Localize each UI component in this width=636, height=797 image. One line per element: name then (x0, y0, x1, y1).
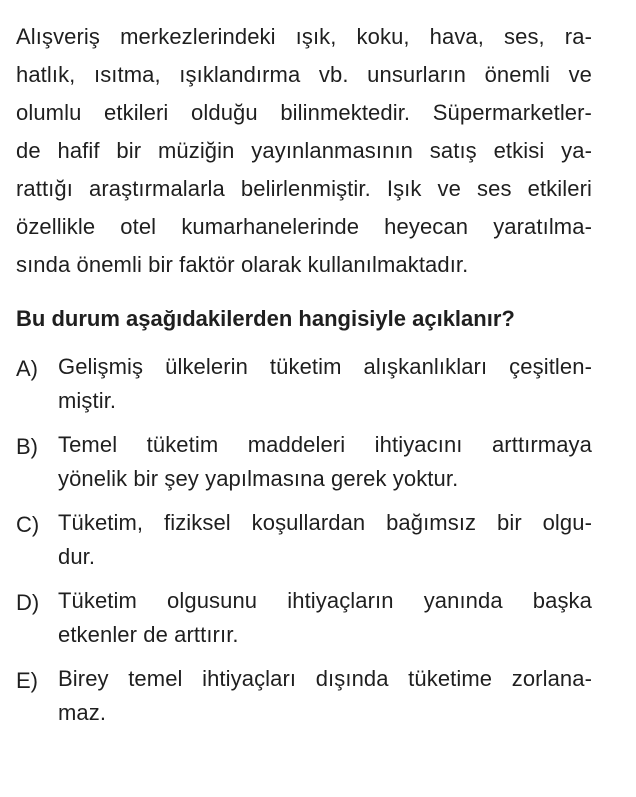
option-text-line: miştir. (58, 388, 117, 413)
option-letter: B) (16, 434, 38, 459)
passage-line: rattığı araştırmalarla belirlenmiştir. Işık ve ses etkileri (16, 176, 592, 201)
option-text-line: dur. (58, 544, 96, 569)
option-e[interactable] (16, 662, 592, 730)
option-a[interactable] (16, 350, 592, 418)
option-c[interactable] (16, 506, 592, 574)
option-text-line: yönelik bir şey yapılmasına gerek yoktur. (58, 466, 459, 491)
passage-line: özellikle otel kumarhanelerinde heyecan yaratılma- (16, 214, 592, 239)
option-text-line: maz. (58, 700, 107, 725)
option-text-line: Gelişmiş ülkelerin tüketim alışkanlıkları çeşitlen- (58, 354, 592, 379)
option-text-line: etkenler de arttırır. (58, 622, 239, 647)
passage-line: Alışveriş merkezlerindeki ışık, koku, hava, ses, ra- (16, 24, 592, 49)
passage-line: hatlık, ısıtma, ışıklandırma vb. unsurların önemli ve (16, 62, 592, 87)
passage (16, 18, 592, 284)
passage-line: olumlu etkileri olduğu bilinmektedir. Süpermarketler- (16, 100, 592, 125)
option-letter: E) (16, 668, 38, 693)
option-b[interactable] (16, 428, 592, 496)
option-d[interactable] (16, 584, 592, 652)
option-text-line: Tüketim, fiziksel koşullardan bağımsız bir olgu- (58, 510, 592, 535)
passage-line: de hafif bir müziğin yayınlanmasının satış etkisi ya- (16, 138, 592, 163)
option-text-line: Temel tüketim maddeleri ihtiyacını arttırmaya (58, 432, 592, 457)
question-stem: Bu durum aşağıdakilerden hangisiyle açıklanır? (16, 306, 515, 331)
passage-line: sında önemli bir faktör olarak kullanılmaktadır. (16, 252, 469, 277)
option-text-line: Birey temel ihtiyaçları dışında tüketime zorlana- (58, 666, 592, 691)
option-letter: D) (16, 590, 40, 615)
option-letter: A) (16, 356, 38, 381)
option-letter: C) (16, 512, 40, 537)
option-text-line: Tüketim olgusunu ihtiyaçların yanında başka (58, 588, 592, 613)
